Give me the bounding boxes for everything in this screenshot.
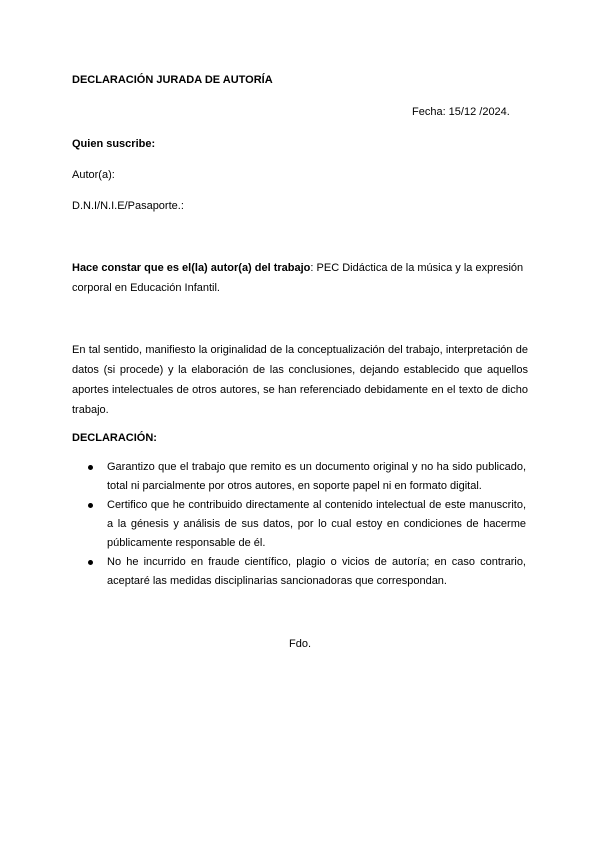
declaration-item xyxy=(86,496,526,553)
signer-heading: Quien suscribe: xyxy=(72,138,156,150)
bullet-icon xyxy=(88,560,93,565)
declaration-item xyxy=(86,553,526,591)
declaration-heading: DECLARACIÓN: xyxy=(72,432,157,444)
declaration-item-text: Certifico que he contribuido directamente al contenido intelectual de este manuscrito, a la génesis y análisis de sus datos, por lo cual estoy en condiciones de hacerme públicamente responsable de él. xyxy=(107,499,526,549)
bullet-icon xyxy=(88,465,93,470)
signature-line: Fdo. xyxy=(288,638,311,650)
declaration-item xyxy=(86,458,526,496)
document-title: DECLARACIÓN JURADA DE AUTORÍA xyxy=(72,74,273,86)
declaration-list xyxy=(86,458,526,591)
declaration-item-text: No he incurrido en fraude científico, plagio o vicios de autoría; en caso contrario, aceptaré las medidas disciplinarias sancionadoras que correspondan. xyxy=(107,556,526,587)
date-line: Fecha: 15/12 /2024. xyxy=(412,106,510,118)
author-label: Autor(a): xyxy=(72,169,115,181)
declaration-item-text: Garantizo que el trabajo que remito es un documento original y no ha sido publicado, total ni parcialmente por otros autores, en soporte papel ni en formato digital. xyxy=(107,461,526,492)
authorship-statement xyxy=(72,258,528,298)
authorship-statement-work: : PEC Didáctica de la música y la expresión corporal en Educación Infantil. xyxy=(72,262,524,294)
bullet-icon xyxy=(88,503,93,508)
id-document-label: D.N.I/N.I.E/Pasaporte.: xyxy=(72,200,184,212)
authorship-statement-bold: Hace constar que es el(la) autor(a) del trabajo xyxy=(72,262,311,274)
originality-paragraph: En tal sentido, manifiesto la originalidad de la conceptualización del trabajo, interpretación de datos (si procede) y la elaboración de las conclusiones, dejando establecido que aquellos aportes intelectuales de otros autores, se han referenciado debidamente en el texto de dicho trabajo. xyxy=(72,344,528,416)
